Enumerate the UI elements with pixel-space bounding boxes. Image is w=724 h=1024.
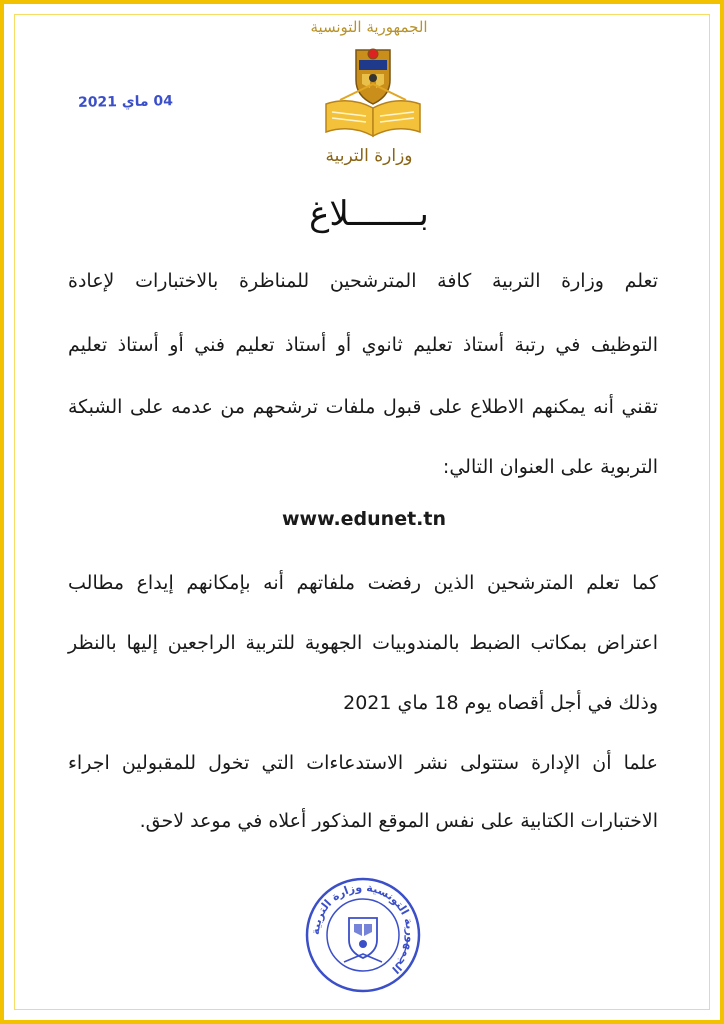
body-line-5: كما تعلم المترشحين الذين رفضت ملفاتهم أنه بإمكانهم إيداع مطالب (68, 572, 658, 594)
edunet-url: www.edunet.tn (282, 508, 446, 530)
body-line-8: علما أن الإدارة ستتولى نشر الاستدعاءات التي تخول للمقبولين اجراء (68, 752, 658, 774)
announcement-title: بـــــــلاغ (309, 194, 429, 234)
ministry-emblem-icon (318, 44, 428, 144)
date-stamp: 04 ماي 2021 (77, 93, 174, 111)
body-line-4: التربوية على العنوان التالي: (442, 456, 658, 478)
coat-of-arms-icon (356, 49, 390, 104)
body-line-6: اعتراض بمكاتب الضبط بالمندوبيات الجهوية للتربية الراجعين إليها بالنظر (68, 632, 658, 654)
body-line-3: تقني أنه يمكنهم الاطلاع على قبول ملفات ترشحهم من عدمه على الشبكة (68, 396, 658, 418)
body-line-2: التوظيف في رتبة أستاذ تعليم ثانوي أو أستاذ تعليم فني أو أستاذ تعليم (68, 334, 658, 356)
stamp-emblem-icon (344, 918, 382, 962)
body-line-7: وذلك في أجل أقصاه يوم 18 ماي 2021 (343, 692, 658, 714)
ministry-name: وزارة التربية (325, 146, 413, 166)
republic-title: الجمهورية التونسية (310, 18, 428, 36)
body-line-9: الاختبارات الكتابية على نفس الموقع المذكور أعلاه في موعد لاحق. (139, 810, 658, 832)
stamp-text: الجمهورية التونسية وزارة التربية (308, 880, 418, 977)
official-stamp-icon (304, 876, 422, 994)
body-line-1: تعلم وزارة التربية كافة المترشحين للمناظرة بالاختبارات لإعادة (68, 270, 658, 292)
